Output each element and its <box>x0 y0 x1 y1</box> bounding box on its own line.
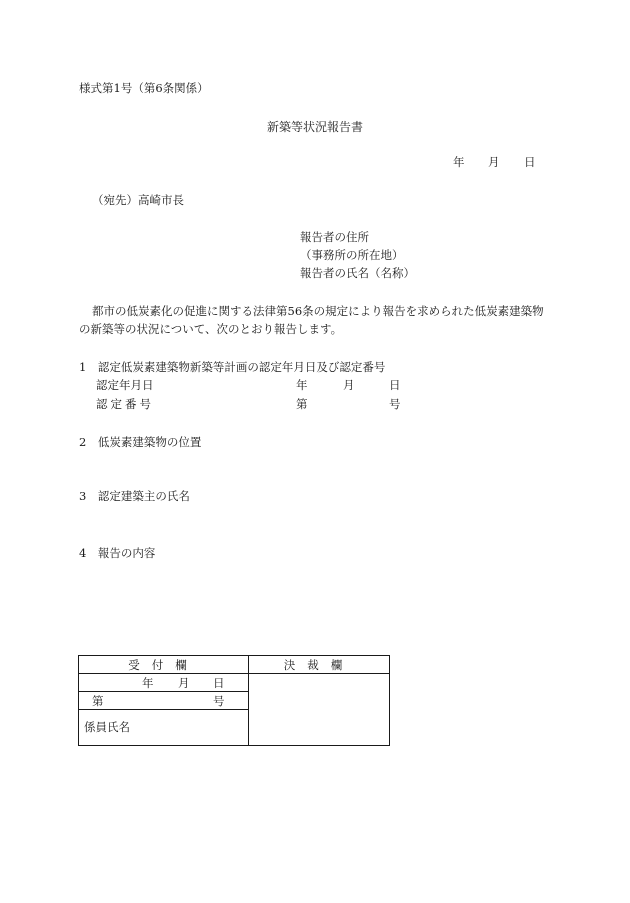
body-text-line-1: 都市の低炭素化の促進に関する法律第56条の規定により報告を求められた低炭素建築物 <box>92 304 544 318</box>
reception-month-label: 月 <box>178 676 190 690</box>
section-3-heading: 3 認定建築主の氏名 <box>79 489 190 503</box>
certification-day-label: 日 <box>389 378 401 392</box>
certification-date-label: 認定年月日 <box>96 378 154 392</box>
reception-number-prefix: 第 <box>92 694 104 708</box>
reception-number-suffix: 号 <box>213 694 225 708</box>
reporter-office-label: （事務所の所在地） <box>300 248 404 262</box>
reception-day-label: 日 <box>213 676 225 690</box>
date-month-label: 月 <box>488 155 500 169</box>
staff-name-cell <box>79 710 249 746</box>
reporter-name-label: 報告者の氏名（名称） <box>300 266 415 280</box>
section-4-heading: 4 報告の内容 <box>79 546 156 560</box>
certification-number-suffix: 号 <box>389 397 401 411</box>
staff-name-label: 係員氏名 <box>84 720 130 734</box>
section-2-heading: 2 低炭素建築物の位置 <box>79 435 202 449</box>
certification-number-prefix: 第 <box>296 397 308 411</box>
date-day-label: 日 <box>524 155 536 169</box>
document-title: 新築等状況報告書 <box>266 120 363 134</box>
body-text-line-2: の新築等の状況について、次のとおり報告します。 <box>79 322 343 336</box>
decision-cell <box>249 674 390 746</box>
addressee: （宛先）高崎市長 <box>92 193 184 207</box>
certification-number-label: 認定番号 <box>96 397 154 411</box>
section-1-heading: 1 認定低炭素建築物新築等計画の認定年月日及び認定番号 <box>79 360 386 374</box>
reception-date-cell <box>79 674 249 692</box>
decision-header: 決裁欄 <box>249 656 390 674</box>
certification-month-label: 月 <box>343 378 355 392</box>
certification-year-label: 年 <box>296 378 308 392</box>
date-year-label: 年 <box>453 155 465 169</box>
reception-table <box>78 655 390 746</box>
reception-number-cell <box>79 692 249 710</box>
form-number: 様式第1号（第6条関係） <box>79 81 209 95</box>
reception-year-label: 年 <box>142 676 154 690</box>
reception-header: 受付欄 <box>79 656 249 674</box>
reporter-address-label: 報告者の住所 <box>300 230 369 244</box>
